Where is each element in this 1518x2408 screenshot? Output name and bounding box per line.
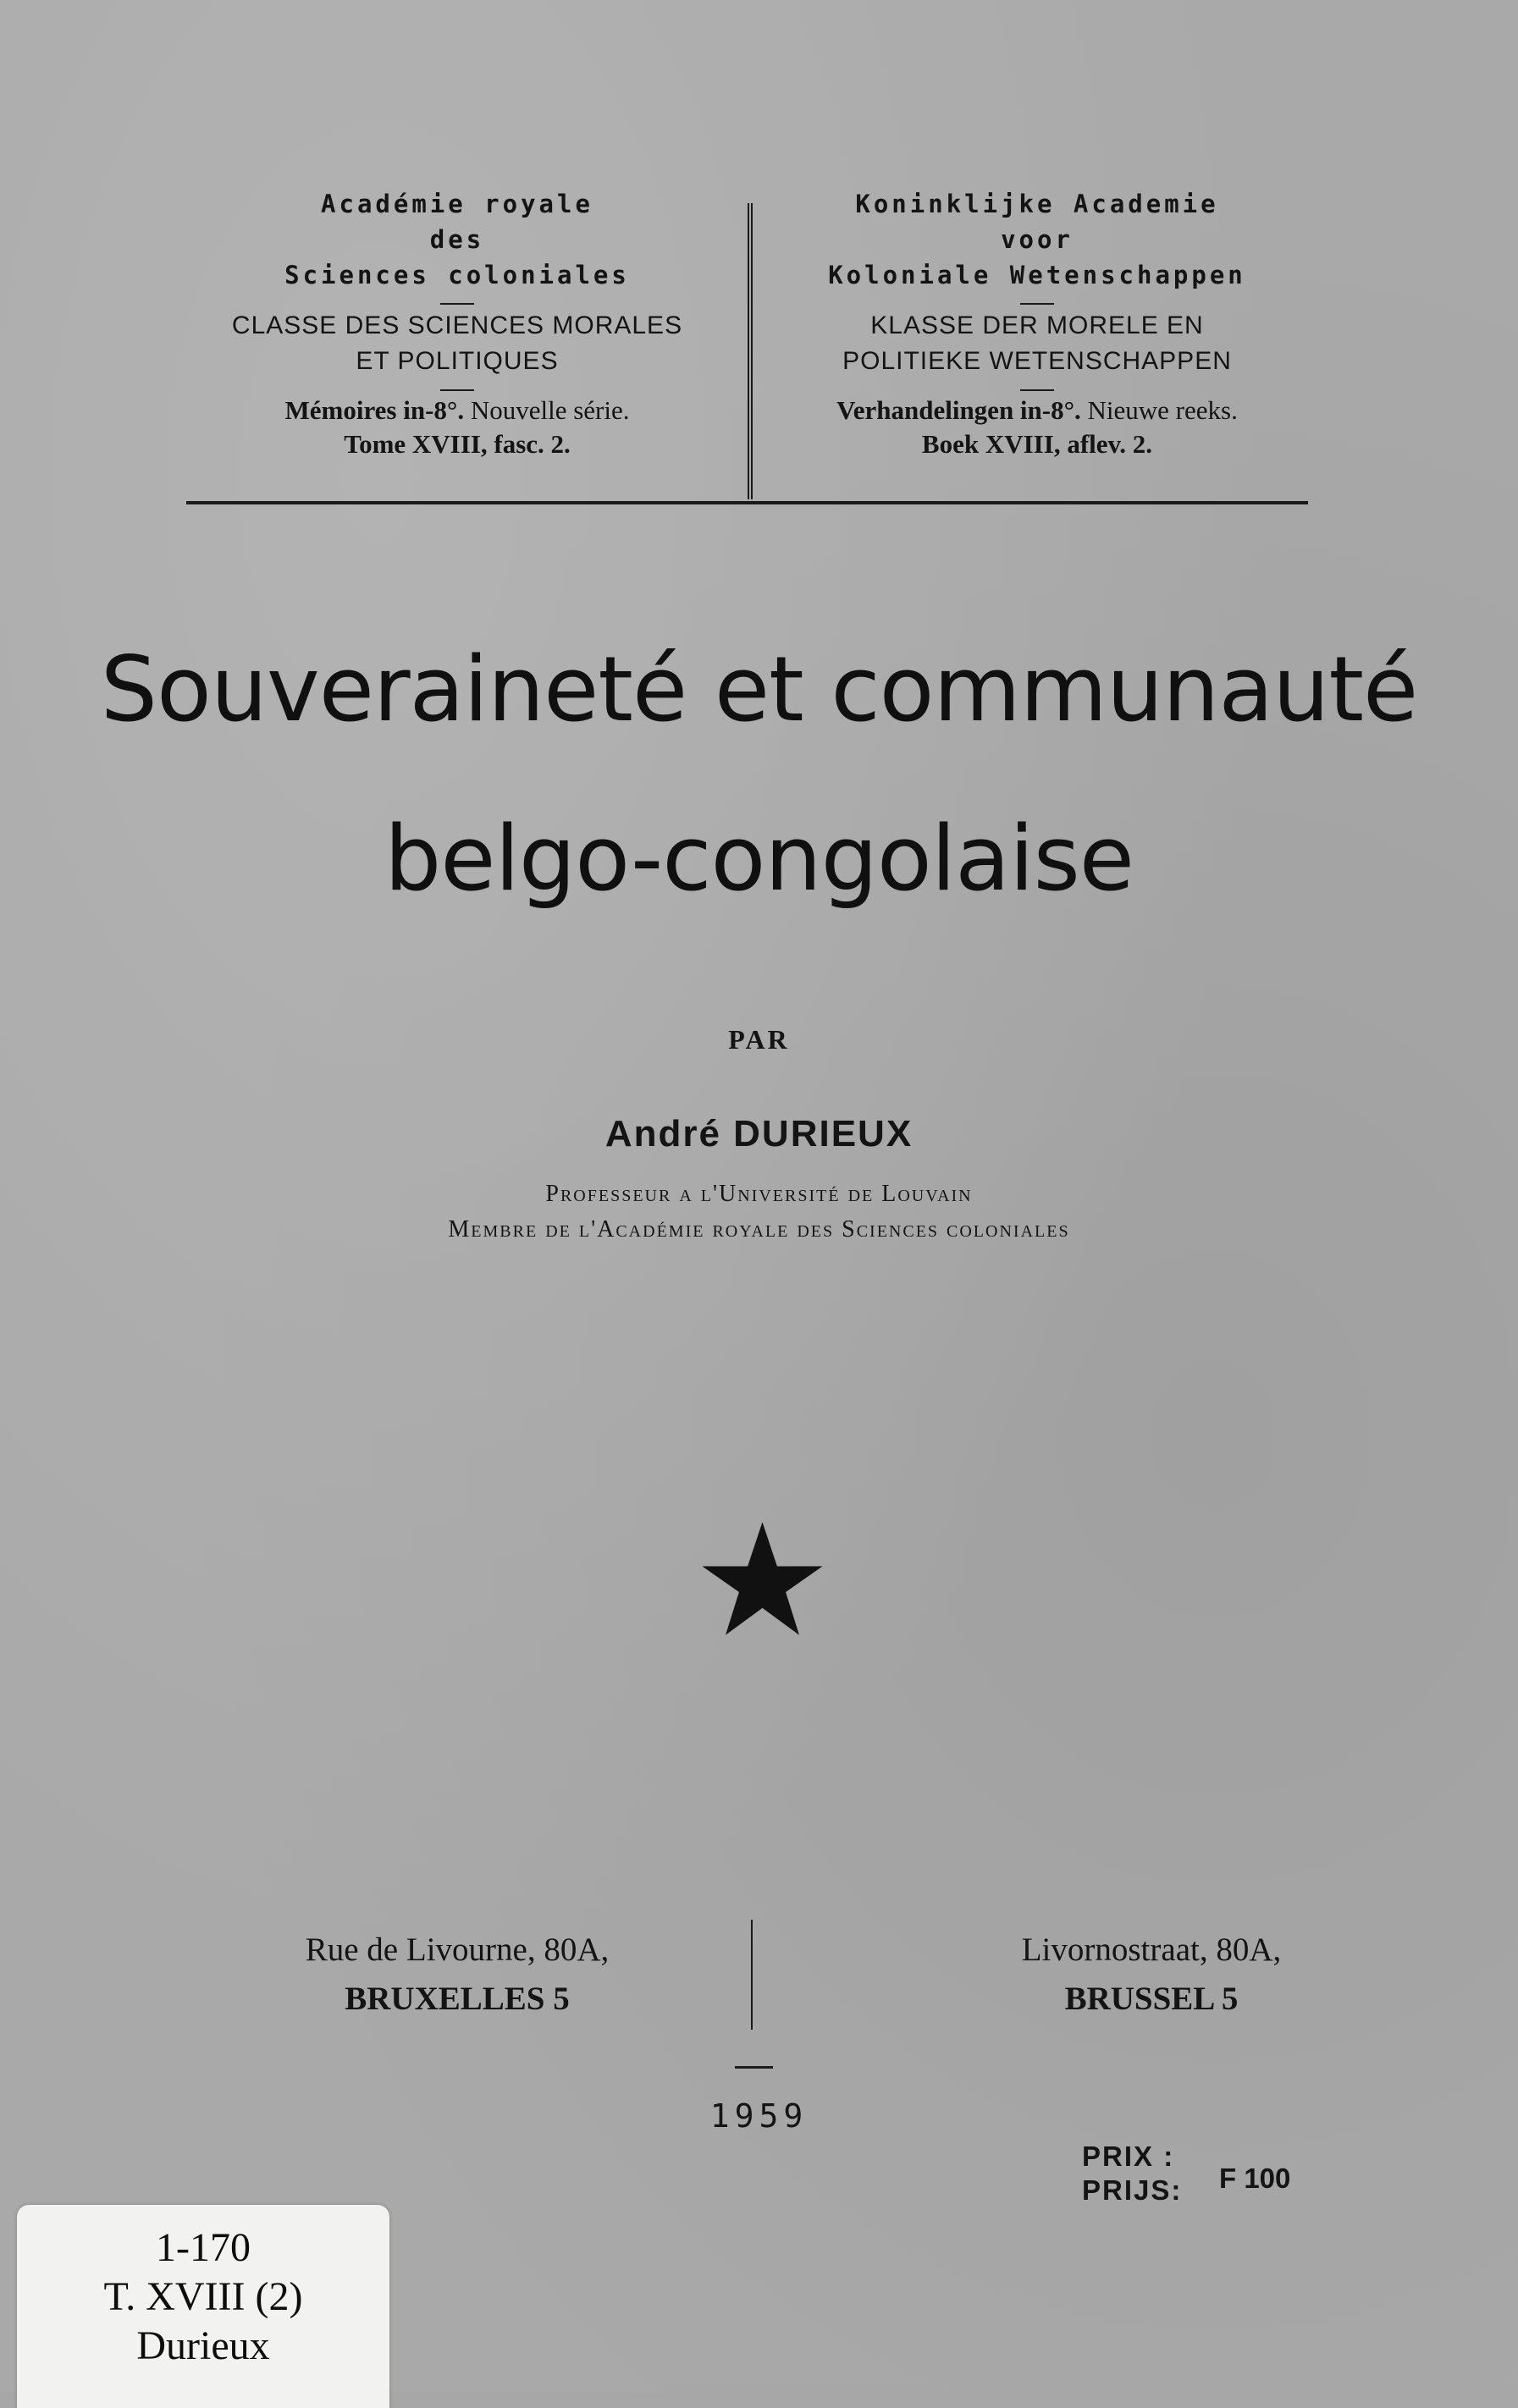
divider: [440, 303, 474, 305]
classe-line: KLASSE DER MORELE EN: [870, 311, 1204, 339]
publisher-header: [186, 186, 1308, 504]
address-french: [203, 1926, 711, 2024]
institution-line: Sciences coloniales: [284, 261, 630, 289]
series-type: Verhandelingen in-8°.: [836, 395, 1081, 425]
institution-line: Koloniale Wetenschappen: [828, 261, 1246, 289]
label-line: T. XVIII (2): [103, 2274, 303, 2319]
classe-line: CLASSE DES SCIENCES MORALES: [231, 311, 683, 339]
tome-line: Tome XVIII, fasc. 2.: [344, 429, 571, 459]
star-icon: [701, 1519, 824, 1638]
street: Livornostraat, 80A,: [1021, 1931, 1282, 1968]
address-dutch: [897, 1926, 1405, 2024]
header-french: [186, 186, 728, 460]
price-label-fr: PRIX :: [1082, 2141, 1175, 2172]
author-name: André DURIEUX: [604, 1113, 914, 1154]
series-line: [766, 394, 1308, 427]
price-labels: [1082, 2140, 1182, 2207]
label-line: 1-170: [156, 2225, 251, 2270]
series-name: Nouvelle série.: [464, 395, 630, 425]
street: Rue de Livourne, 80A,: [305, 1931, 610, 1968]
publication-year: 1959: [709, 2097, 809, 2135]
institution-line: Académie royale: [321, 190, 593, 218]
book-title-line-1: Souveraineté et communauté: [100, 637, 1418, 741]
divider: [440, 389, 474, 391]
price-value: F 100: [1219, 2163, 1291, 2194]
header-dutch: [766, 186, 1308, 460]
author-affiliation-1: Professeur a l'Université de Louvain: [545, 1181, 973, 1207]
header-vertical-rule: [748, 203, 753, 499]
series-line: [186, 394, 728, 427]
price-label-nl: PRIJS:: [1082, 2174, 1183, 2206]
city: BRUSSEL 5: [1064, 1981, 1239, 2017]
series-type: Mémoires in-8°.: [284, 395, 465, 425]
label-line: Durieux: [136, 2323, 270, 2368]
classe-line: ET POLITIQUES: [356, 347, 559, 375]
classe-line: POLITIEKE WETENSCHAPPEN: [842, 347, 1232, 375]
divider: [735, 2066, 773, 2069]
institution-line: des: [429, 225, 485, 254]
divider: [1020, 389, 1054, 391]
library-label: [17, 2205, 389, 2408]
tome-line: Boek XVIII, aflev. 2.: [921, 429, 1153, 459]
institution-line: Koninklijke Academie: [855, 190, 1219, 218]
address-vertical-rule: [751, 1920, 753, 2030]
divider: [1020, 303, 1054, 305]
series-name: Nieuwe reeks.: [1080, 395, 1238, 425]
header-horizontal-rule: [186, 501, 1308, 504]
institution-line: voor: [1001, 225, 1074, 254]
author-affiliation-2: Membre de l'Académie royale des Sciences coloniales: [448, 1216, 1070, 1243]
book-title-line-2: belgo-congolaise: [384, 807, 1134, 911]
city: BRUXELLES 5: [345, 1981, 570, 2017]
par-label: PAR: [728, 1024, 790, 1055]
